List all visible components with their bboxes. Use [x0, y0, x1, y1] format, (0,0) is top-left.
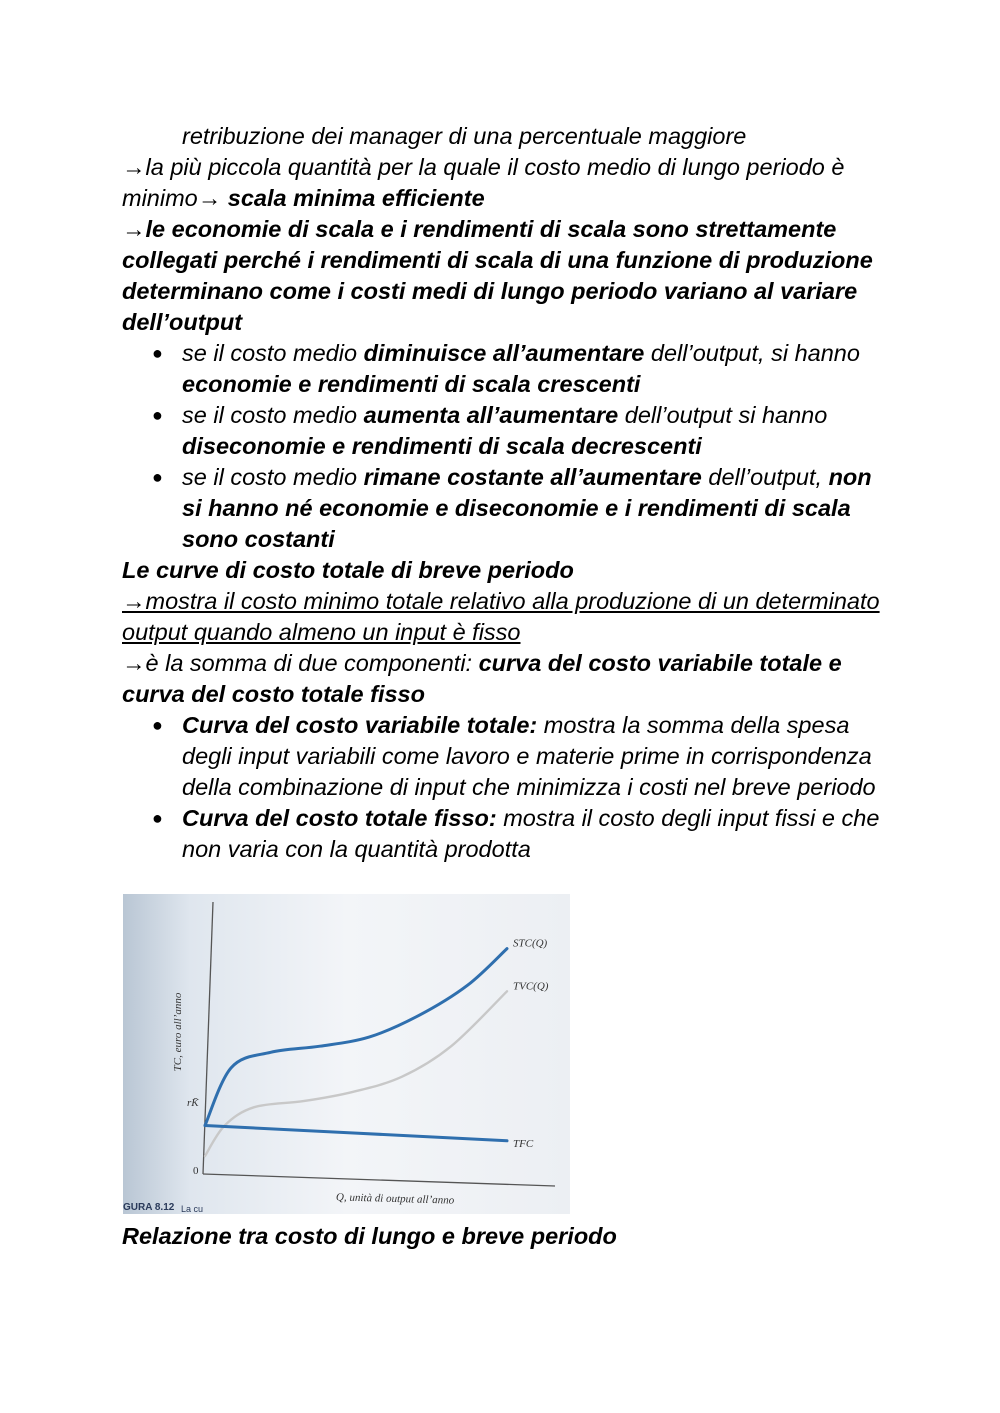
bullet-icon: ●	[152, 343, 163, 363]
bullet-list-returns	[122, 338, 882, 555]
list-item: ● Curva del costo totale fisso: mostra il costo degli input fissi e che non varia con la quantità prodotta	[152, 805, 880, 862]
x-axis-label: Q, unità di output all’anno	[335, 1191, 455, 1207]
list-item: ● Curva del costo variabile totale: mostra la somma della spesa degli input variabili come lavoro e materie prime in corrispondenza della combinazione di input che minimizza i costi nel breve periodo	[152, 712, 876, 800]
paragraph-economies-returns: →le economie di scala e i rendimenti di scala sono strettamente collegati perché i rendimenti di scala di una funzione di produzione determinano come i costi medi di lungo periodo variano al variare dell’output	[122, 216, 873, 335]
list-item: ● se il costo medio aumenta all’aumentare dell’output si hanno diseconomie e rendimenti di scala decrescenti	[152, 402, 828, 459]
document-body	[122, 121, 882, 865]
section-heading: Le curve di costo totale di breve periodo	[122, 557, 574, 583]
paragraph-components: →è la somma di due componenti: curva del costo variabile totale e curva del costo totale fisso	[122, 650, 842, 707]
fixed-cost-intercept-label: rK̄	[187, 1097, 199, 1109]
paragraph-min-efficient-scale: →la più piccola quantità per la quale il costo medio di lungo periodo è minimo→ scala minima efficiente	[122, 154, 845, 211]
series-label: STC(Q)	[513, 937, 548, 950]
cost-curves-figure	[123, 894, 570, 1214]
section-heading-caption: Relazione tra costo di lungo e breve periodo	[122, 1223, 617, 1249]
origin-label: 0	[193, 1165, 199, 1177]
term-scala-minima: scala minima efficiente	[227, 185, 485, 211]
bullet-list-curves	[122, 710, 882, 865]
paragraph-definition: →mostra il costo minimo totale relativo alla produzione di un determinato output quando almeno un input è fisso	[122, 588, 880, 645]
series-label: TVC(Q)	[513, 980, 549, 993]
y-axis-label: TC, euro all’anno	[172, 992, 184, 1072]
list-item: ● se il costo medio rimane costante all’aumentare dell’output, non si hanno né economie e diseconomie e i rendimenti di scala sono costanti	[152, 464, 872, 552]
list-item: ● se il costo medio diminuisce all’aumentare dell’output, si hanno economie e rendimenti di scala crescenti	[152, 340, 860, 397]
paragraph-line-1: retribuzione dei manager di una percentuale maggiore	[182, 123, 747, 149]
figure-tag: GURA 8.12	[123, 1202, 175, 1213]
figure-tag-tail: La cu	[181, 1204, 204, 1214]
bullet-icon: ●	[152, 405, 163, 425]
bullet-icon: ●	[152, 467, 163, 487]
cost-curves-chart	[123, 894, 570, 1214]
photo-background	[123, 894, 570, 1214]
series-label: TFC	[513, 1137, 534, 1150]
bullet-icon: ●	[152, 715, 163, 735]
bullet-icon: ●	[152, 808, 163, 828]
